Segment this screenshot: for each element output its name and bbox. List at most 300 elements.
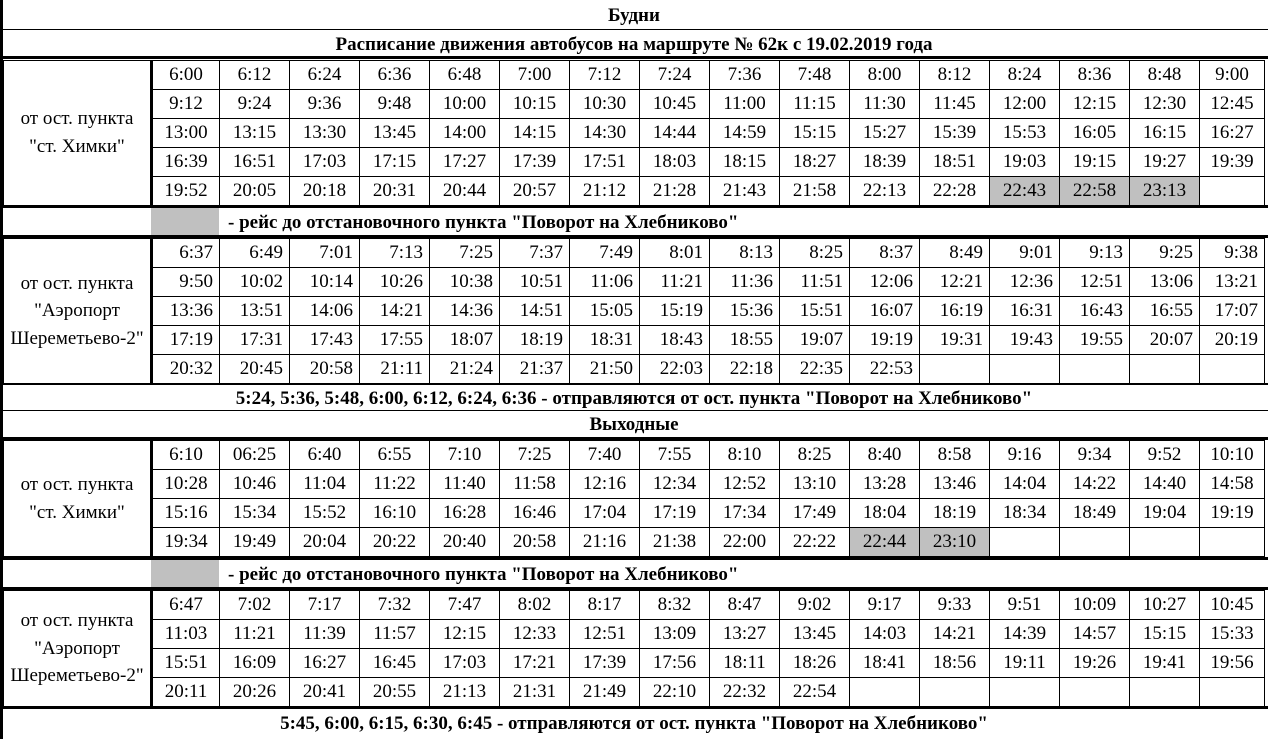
time-cell: 7:10: [430, 441, 500, 470]
time-cell: [1200, 678, 1265, 707]
time-cell: [1130, 678, 1200, 707]
time-cell: 11:21: [640, 268, 710, 297]
time-cell: 8:13: [710, 239, 780, 268]
time-cell: 17:04: [570, 499, 640, 528]
time-cell: 13:21: [1200, 268, 1265, 297]
table-row: [4, 441, 1265, 470]
time-cell: 16:07: [850, 297, 920, 326]
time-cell: 10:14: [290, 268, 360, 297]
time-cell: [850, 678, 920, 707]
time-cell: 15:15: [780, 119, 850, 148]
time-cell: 22:54: [780, 678, 850, 707]
time-cell: 21:43: [710, 177, 780, 206]
time-cell: 20:32: [152, 355, 220, 384]
time-cell: 11:03: [152, 620, 220, 649]
station-label: [4, 441, 152, 557]
time-cell: 16:51: [220, 148, 290, 177]
time-cell: 22:10: [640, 678, 710, 707]
table-row: [4, 119, 1265, 148]
time-cell: 10:26: [360, 268, 430, 297]
table-row: [4, 528, 1265, 557]
time-cell: 6:10: [152, 441, 220, 470]
time-cell: 10:38: [430, 268, 500, 297]
time-cell: 12:51: [570, 620, 640, 649]
table-row: [4, 499, 1265, 528]
time-cell: 7:49: [570, 239, 640, 268]
time-cell: 16:39: [152, 148, 220, 177]
time-cell: 12:06: [850, 268, 920, 297]
time-cell: 22:13: [850, 177, 920, 206]
weekdays-khimki-table: [3, 60, 1265, 206]
time-cell: 14:30: [570, 119, 640, 148]
time-cell: 9:48: [360, 90, 430, 119]
time-cell: 7:37: [500, 239, 570, 268]
time-cell: 17:39: [570, 649, 640, 678]
time-cell: 19:04: [1130, 499, 1200, 528]
station-label-line: от ост. пункта: [20, 272, 134, 294]
time-cell: 20:19: [1200, 326, 1265, 355]
time-cell: 12:36: [990, 268, 1060, 297]
time-cell: 7:47: [430, 591, 500, 620]
station-label: [4, 591, 152, 707]
time-cell: 12:30: [1130, 90, 1200, 119]
time-cell: 14:06: [290, 297, 360, 326]
time-cell: 18:11: [710, 649, 780, 678]
time-cell: 10:30: [570, 90, 640, 119]
table-row: [4, 239, 1265, 268]
table-row: [4, 177, 1265, 206]
time-cell: 12:21: [920, 268, 990, 297]
time-cell: 8:40: [850, 441, 920, 470]
time-cell: 22:58: [1060, 177, 1130, 206]
time-cell: 18:27: [780, 148, 850, 177]
time-cell: 20:11: [152, 678, 220, 707]
time-cell: 7:13: [360, 239, 430, 268]
time-cell: 13:09: [640, 620, 710, 649]
table-row: [4, 649, 1265, 678]
time-cell: [1060, 355, 1130, 384]
time-cell: 9:24: [220, 90, 290, 119]
time-cell: [1200, 355, 1265, 384]
station-label-line: от ост. пункта: [20, 108, 134, 130]
time-cell: 12:45: [1200, 90, 1265, 119]
time-cell: 14:21: [360, 297, 430, 326]
time-cell: 16:31: [990, 297, 1060, 326]
time-cell: 15:52: [290, 499, 360, 528]
time-cell: 20:41: [290, 678, 360, 707]
time-cell: 9:25: [1130, 239, 1200, 268]
time-cell: 8:49: [920, 239, 990, 268]
time-cell: 19:41: [1130, 649, 1200, 678]
time-cell: 14:57: [1060, 620, 1130, 649]
time-cell: 7:00: [500, 61, 570, 90]
time-cell: 17:51: [570, 148, 640, 177]
time-cell: [920, 678, 990, 707]
weekends-heading: Выходные: [0, 411, 1268, 440]
time-cell: 14:15: [500, 119, 570, 148]
time-cell: 9:51: [990, 591, 1060, 620]
time-cell: 11:57: [360, 620, 430, 649]
time-cell: 18:19: [500, 326, 570, 355]
station-label-line: "ст. Химки": [29, 501, 125, 523]
time-cell: 14:40: [1130, 470, 1200, 499]
time-cell: 17:03: [430, 649, 500, 678]
time-cell: 8:36: [1060, 61, 1130, 90]
time-cell: 16:27: [1200, 119, 1265, 148]
time-cell: 20:04: [290, 528, 360, 557]
time-cell: 19:11: [990, 649, 1060, 678]
weekdays-heading: Будни: [0, 0, 1268, 30]
time-cell: 14:03: [850, 620, 920, 649]
time-cell: 19:03: [990, 148, 1060, 177]
time-cell: 20:57: [500, 177, 570, 206]
time-cell: 18:49: [1060, 499, 1130, 528]
time-cell: 9:36: [290, 90, 360, 119]
time-cell: 15:33: [1200, 620, 1265, 649]
time-cell: 18:15: [710, 148, 780, 177]
time-cell: 11:36: [710, 268, 780, 297]
time-cell: 16:19: [920, 297, 990, 326]
time-cell: 19:34: [152, 528, 220, 557]
time-cell: 8:10: [710, 441, 780, 470]
shaded-swatch: [151, 208, 219, 235]
time-cell: 6:12: [220, 61, 290, 90]
time-cell: 18:41: [850, 649, 920, 678]
time-cell: 7:25: [430, 239, 500, 268]
time-cell: 9:17: [850, 591, 920, 620]
time-cell: 6:24: [290, 61, 360, 90]
time-cell: 6:49: [220, 239, 290, 268]
time-cell: 14:04: [990, 470, 1060, 499]
time-cell: 10:27: [1130, 591, 1200, 620]
time-cell: 10:09: [1060, 591, 1130, 620]
station-label-line: "Аэропорт: [34, 637, 120, 659]
time-cell: 8:58: [920, 441, 990, 470]
time-cell: 8:24: [990, 61, 1060, 90]
weekends-note: 5:45, 6:00, 6:15, 6:30, 6:45 - отправляются от ост. пункта "Поворот на Хлебниково": [0, 706, 1268, 739]
time-cell: 13:30: [290, 119, 360, 148]
time-cell: 17:27: [430, 148, 500, 177]
time-cell: 9:12: [152, 90, 220, 119]
legend-text: - рейс до отстановочного пункта "Поворот на Хлебниково": [228, 212, 739, 233]
station-label: [4, 239, 152, 384]
time-cell: 21:37: [500, 355, 570, 384]
time-cell: 17:21: [500, 649, 570, 678]
time-cell: 21:50: [570, 355, 640, 384]
time-cell: 11:45: [920, 90, 990, 119]
time-cell: [990, 528, 1060, 557]
time-cell: 17:31: [220, 326, 290, 355]
time-cell: 13:10: [780, 470, 850, 499]
time-cell: 21:28: [640, 177, 710, 206]
time-cell: 10:51: [500, 268, 570, 297]
time-cell: 19:15: [1060, 148, 1130, 177]
time-cell: 11:21: [220, 620, 290, 649]
weekends-khimki-table: [3, 440, 1265, 557]
time-cell: 8:48: [1130, 61, 1200, 90]
time-cell: 13:45: [360, 119, 430, 148]
time-cell: 14:39: [990, 620, 1060, 649]
time-cell: 11:22: [360, 470, 430, 499]
time-cell: 16:28: [430, 499, 500, 528]
time-cell: 13:27: [710, 620, 780, 649]
time-cell: 10:00: [430, 90, 500, 119]
time-cell: 13:36: [152, 297, 220, 326]
time-cell: 15:16: [152, 499, 220, 528]
time-cell: 21:38: [640, 528, 710, 557]
time-cell: 12:51: [1060, 268, 1130, 297]
time-cell: 14:51: [500, 297, 570, 326]
table-row: [4, 591, 1265, 620]
time-cell: 18:39: [850, 148, 920, 177]
time-cell: 15:27: [850, 119, 920, 148]
time-cell: 11:06: [570, 268, 640, 297]
time-cell: 11:30: [850, 90, 920, 119]
time-cell: 7:02: [220, 591, 290, 620]
station-label-line: от ост. пункта: [20, 473, 134, 495]
time-cell: 7:24: [640, 61, 710, 90]
time-cell: 19:56: [1200, 649, 1265, 678]
time-cell: 7:17: [290, 591, 360, 620]
time-cell: 16:55: [1130, 297, 1200, 326]
time-cell: 14:58: [1200, 470, 1265, 499]
time-cell: 18:34: [990, 499, 1060, 528]
time-cell: 15:53: [990, 119, 1060, 148]
time-cell: 22:44: [850, 528, 920, 557]
station-label-line: Шереметьево-2": [10, 327, 144, 349]
time-cell: [1200, 177, 1265, 206]
time-cell: 20:40: [430, 528, 500, 557]
time-cell: 10:15: [500, 90, 570, 119]
table-row: [4, 470, 1265, 499]
time-cell: 21:58: [780, 177, 850, 206]
time-cell: 11:00: [710, 90, 780, 119]
time-cell: 11:04: [290, 470, 360, 499]
time-cell: 21:12: [570, 177, 640, 206]
time-cell: 18:07: [430, 326, 500, 355]
time-cell: 15:05: [570, 297, 640, 326]
time-cell: 14:00: [430, 119, 500, 148]
time-cell: 20:58: [290, 355, 360, 384]
weekdays-airport-table: [3, 238, 1265, 384]
station-label-line: Шереметьево-2": [10, 665, 144, 687]
time-cell: [1130, 528, 1200, 557]
time-cell: 18:04: [850, 499, 920, 528]
time-cell: 15:19: [640, 297, 710, 326]
schedule-title: Расписание движения автобусов на маршруте № 62к с 19.02.2019 года: [0, 30, 1268, 59]
time-cell: 12:15: [430, 620, 500, 649]
time-cell: 22:28: [920, 177, 990, 206]
time-cell: 7:40: [570, 441, 640, 470]
time-cell: [1130, 355, 1200, 384]
time-cell: 17:49: [780, 499, 850, 528]
time-cell: 16:10: [360, 499, 430, 528]
time-cell: 20:55: [360, 678, 430, 707]
time-cell: 19:19: [850, 326, 920, 355]
station-label: [4, 61, 152, 206]
time-cell: 17:19: [640, 499, 710, 528]
time-cell: 17:07: [1200, 297, 1265, 326]
time-cell: 17:03: [290, 148, 360, 177]
time-cell: 17:34: [710, 499, 780, 528]
time-cell: 18:56: [920, 649, 990, 678]
time-cell: 8:32: [640, 591, 710, 620]
time-cell: 21:16: [570, 528, 640, 557]
time-cell: 6:47: [152, 591, 220, 620]
time-cell: 9:16: [990, 441, 1060, 470]
time-cell: 7:36: [710, 61, 780, 90]
time-cell: 14:59: [710, 119, 780, 148]
time-cell: 6:40: [290, 441, 360, 470]
station-label-line: "Аэропорт: [34, 300, 120, 322]
time-cell: [1200, 528, 1265, 557]
time-cell: 21:49: [570, 678, 640, 707]
time-cell: 15:51: [152, 649, 220, 678]
time-cell: 16:05: [1060, 119, 1130, 148]
time-cell: 17:15: [360, 148, 430, 177]
time-cell: 17:43: [290, 326, 360, 355]
time-cell: 6:55: [360, 441, 430, 470]
time-cell: 7:01: [290, 239, 360, 268]
time-cell: [1060, 678, 1130, 707]
time-cell: 19:27: [1130, 148, 1200, 177]
time-cell: 11:51: [780, 268, 850, 297]
time-cell: 22:03: [640, 355, 710, 384]
time-cell: 13:51: [220, 297, 290, 326]
time-cell: 18:19: [920, 499, 990, 528]
time-cell: 17:56: [640, 649, 710, 678]
time-cell: 21:31: [500, 678, 570, 707]
time-cell: 16:46: [500, 499, 570, 528]
time-cell: 19:49: [220, 528, 290, 557]
time-cell: [990, 355, 1060, 384]
time-cell: 12:34: [640, 470, 710, 499]
time-cell: [920, 355, 990, 384]
time-cell: 20:26: [220, 678, 290, 707]
time-cell: 06:25: [220, 441, 290, 470]
time-cell: 11:58: [500, 470, 570, 499]
time-cell: 9:34: [1060, 441, 1130, 470]
time-cell: 14:44: [640, 119, 710, 148]
time-cell: 18:55: [710, 326, 780, 355]
time-cell: 18:03: [640, 148, 710, 177]
time-cell: 9:00: [1200, 61, 1265, 90]
time-cell: 8:47: [710, 591, 780, 620]
time-cell: 20:22: [360, 528, 430, 557]
time-cell: 9:52: [1130, 441, 1200, 470]
time-cell: 12:52: [710, 470, 780, 499]
time-cell: 13:28: [850, 470, 920, 499]
station-label-line: "ст. Химки": [29, 136, 125, 157]
time-cell: 20:44: [430, 177, 500, 206]
time-cell: 10:45: [640, 90, 710, 119]
time-cell: 19:31: [920, 326, 990, 355]
time-cell: 8:37: [850, 239, 920, 268]
time-cell: 14:22: [1060, 470, 1130, 499]
time-cell: 7:12: [570, 61, 640, 90]
time-cell: 16:43: [1060, 297, 1130, 326]
time-cell: 22:32: [710, 678, 780, 707]
time-cell: 17:19: [152, 326, 220, 355]
time-cell: 21:11: [360, 355, 430, 384]
time-cell: 23:13: [1130, 177, 1200, 206]
time-cell: 8:01: [640, 239, 710, 268]
time-cell: 15:34: [220, 499, 290, 528]
time-cell: 9:33: [920, 591, 990, 620]
time-cell: 22:00: [710, 528, 780, 557]
time-cell: 13:46: [920, 470, 990, 499]
time-cell: 9:01: [990, 239, 1060, 268]
time-cell: 20:58: [500, 528, 570, 557]
time-cell: 14:21: [920, 620, 990, 649]
time-cell: 13:06: [1130, 268, 1200, 297]
time-cell: 7:48: [780, 61, 850, 90]
time-cell: 19:43: [990, 326, 1060, 355]
time-cell: 16:45: [360, 649, 430, 678]
time-cell: 16:27: [290, 649, 360, 678]
table-row: [4, 355, 1265, 384]
table-row: [4, 326, 1265, 355]
station-label-line: от ост. пункта: [20, 610, 134, 632]
time-cell: 12:33: [500, 620, 570, 649]
time-cell: 19:19: [1200, 499, 1265, 528]
time-cell: 10:46: [220, 470, 290, 499]
time-cell: 10:28: [152, 470, 220, 499]
time-cell: 19:55: [1060, 326, 1130, 355]
time-cell: 11:15: [780, 90, 850, 119]
time-cell: 23:10: [920, 528, 990, 557]
time-cell: 20:05: [220, 177, 290, 206]
table-row: [4, 620, 1265, 649]
weekends-airport-table: [3, 590, 1265, 707]
time-cell: [990, 678, 1060, 707]
time-cell: 7:55: [640, 441, 710, 470]
time-cell: 22:35: [780, 355, 850, 384]
left-border: [0, 0, 3, 739]
table-row: [4, 268, 1265, 297]
time-cell: 15:39: [920, 119, 990, 148]
table-row: [4, 61, 1265, 90]
time-cell: 13:45: [780, 620, 850, 649]
time-cell: 19:52: [152, 177, 220, 206]
time-cell: 22:18: [710, 355, 780, 384]
time-cell: 18:43: [640, 326, 710, 355]
time-cell: 22:43: [990, 177, 1060, 206]
time-cell: 13:00: [152, 119, 220, 148]
time-cell: 13:15: [220, 119, 290, 148]
time-cell: 14:36: [430, 297, 500, 326]
time-cell: 9:38: [1200, 239, 1265, 268]
time-cell: 6:36: [360, 61, 430, 90]
time-cell: 6:00: [152, 61, 220, 90]
table-row: [4, 678, 1265, 707]
time-cell: 16:15: [1130, 119, 1200, 148]
time-cell: 18:31: [570, 326, 640, 355]
time-cell: 10:45: [1200, 591, 1265, 620]
time-cell: 12:15: [1060, 90, 1130, 119]
time-cell: 11:40: [430, 470, 500, 499]
time-cell: 15:15: [1130, 620, 1200, 649]
time-cell: 6:37: [152, 239, 220, 268]
table-row: [4, 90, 1265, 119]
time-cell: 8:25: [780, 239, 850, 268]
time-cell: 9:50: [152, 268, 220, 297]
time-cell: 10:02: [220, 268, 290, 297]
time-cell: 15:36: [710, 297, 780, 326]
table-row: [4, 148, 1265, 177]
time-cell: 19:26: [1060, 649, 1130, 678]
time-cell: 6:48: [430, 61, 500, 90]
